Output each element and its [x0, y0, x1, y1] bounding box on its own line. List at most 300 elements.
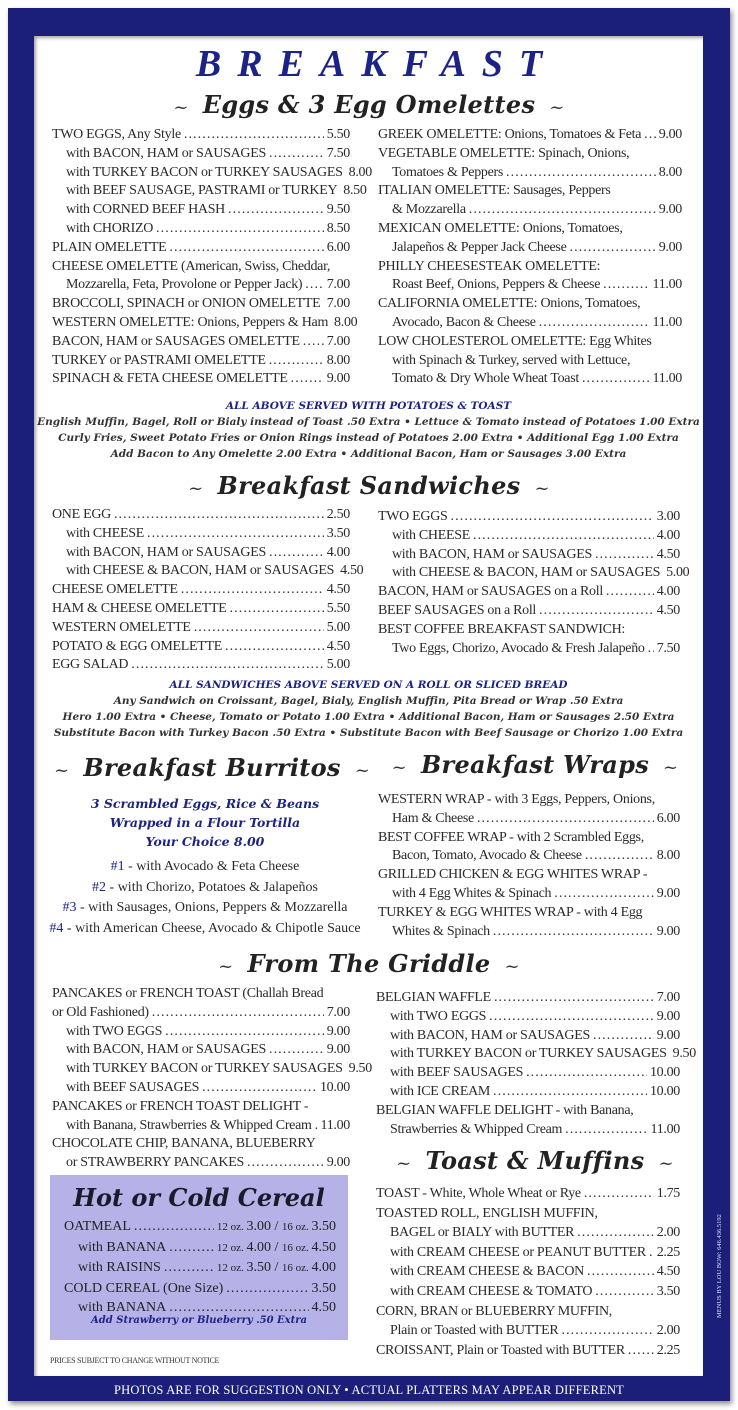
item-name: COLD CEREAL (One Size) [64, 1280, 224, 1296]
item-name: with BEEF SAUSAGES [66, 1079, 200, 1095]
item-name: POTATO & EGG OMELETTE [52, 638, 223, 654]
item-name: with CHORIZO [66, 220, 154, 236]
menu-item [52, 1023, 350, 1042]
section-heading-sandwiches: ~ Breakfast Sandwiches ~ [188, 471, 550, 500]
item-price: 8.50 [326, 220, 350, 236]
dot-leader [644, 126, 656, 145]
item-name: with CHEESE & BACON, HAM or SAUSAGES [66, 563, 335, 579]
dot-leader [181, 581, 324, 600]
item-name: Strawberries & Whipped Cream [390, 1121, 563, 1137]
menu-item [378, 621, 680, 640]
item-price: 9.00 [326, 1155, 350, 1171]
item-price: 8.00 [656, 848, 680, 864]
menu-item [378, 258, 682, 277]
item-price: 9.00 [326, 371, 350, 387]
item-name: TOAST - White, Whole Wheat or Rye [376, 1186, 581, 1201]
dot-leader [269, 352, 324, 371]
dot-leader [649, 1243, 654, 1263]
notes-line: English Muffin, Bagel, Roll or Bialy instead of Toast .50 Extra • Lettuce & Tomato instead of Potatoes 1.00 Extra [37, 416, 700, 428]
item-name: Bacon, Tomato, Avocado & Cheese [392, 848, 582, 864]
dot-leader [247, 1154, 324, 1173]
item-price: 3.50 [656, 1283, 680, 1299]
item-name: with CHEESE & BACON, HAM or SAUSAGES [392, 565, 661, 581]
dot-leader [585, 847, 654, 866]
dot-leader [114, 506, 324, 525]
item-name: with TURKEY BACON or TURKEY SAUSAGES [66, 164, 343, 180]
fine-print: PRICES SUBJECT TO CHANGE WITHOUT NOTICE [50, 1356, 220, 1365]
price-small: 4.00 / [246, 1239, 282, 1255]
item-price: 2.00 [656, 1225, 680, 1241]
menu-item [378, 182, 682, 201]
eggs-left-list [52, 126, 372, 389]
item-name: with CREAM CHEESE & BACON [390, 1264, 584, 1280]
menu-item [378, 923, 680, 942]
dot-leader [489, 1008, 654, 1027]
tilde-ornament: ~ [658, 1153, 674, 1174]
item-price [217, 1258, 336, 1279]
item-price: 4.00 [326, 544, 350, 560]
item-name: Mozzarella, Feta, Provolone or Pepper Jack) [66, 277, 303, 293]
menu-item [378, 866, 680, 885]
menu-item [376, 1204, 680, 1224]
item-name: BELGIAN WAFFLE DELIGHT - with Banana, [376, 1102, 634, 1118]
dot-leader [225, 638, 324, 657]
item-price: 3.50 [326, 525, 350, 541]
menu-item [376, 1008, 680, 1027]
item-name: & Mozzarella [392, 202, 466, 218]
dot-leader [291, 370, 324, 389]
item-price: 9.00 [326, 1042, 350, 1058]
menu-item [378, 602, 680, 621]
dot-leader [194, 619, 324, 638]
item-name: with BEEF SAUSAGES [390, 1065, 524, 1081]
price-small: 3.50 / [246, 1260, 282, 1275]
item-price: 3.00 [656, 509, 680, 524]
item-price: 8.00 [326, 352, 350, 368]
notes-heading: ALL ABOVE SERVED WITH POTATOES & TOAST [225, 400, 512, 412]
cereal-note: Add Strawberry or Blueberry .50 Extra [91, 1315, 307, 1326]
item-price: 11.00 [320, 1117, 350, 1133]
item-name: BEST COFFEE WRAP - with 2 Scrambled Eggs, [378, 829, 644, 845]
menu-item [378, 126, 682, 145]
dot-leader [606, 583, 654, 602]
menu-item [52, 314, 358, 333]
eggs-notes [34, 398, 703, 462]
item-price: 11.00 [652, 371, 682, 387]
item-price: 6.00 [326, 239, 350, 255]
dot-leader [582, 370, 650, 389]
item-name: CHEESE OMELETTE [52, 582, 178, 598]
burrito-options [40, 857, 370, 939]
item-name: with Banana, Strawberries & Whipped Cream [66, 1117, 312, 1133]
item-price: 5.50 [326, 600, 350, 616]
item-name: with CHEESE [66, 525, 144, 541]
menu-item [378, 791, 680, 810]
item-name: CORN, BRAN or BLUEBERRY MUFFIN, [376, 1303, 612, 1319]
item-price: 11.00 [650, 1121, 680, 1137]
dot-leader [494, 989, 654, 1008]
item-name: with TURKEY BACON or TURKEY SAUSAGES [390, 1046, 667, 1062]
item-name: PANCAKES or FRENCH TOAST DELIGHT - [52, 1098, 309, 1114]
item-price: 8.00 [334, 314, 358, 330]
item-name: MEXICAN OMELETTE: Onions, Tomatoes, [378, 220, 623, 236]
price-large: 4.50 [311, 1239, 336, 1255]
designer-credit: MENUS BY LOU BOW: 646.436.5192 [716, 1214, 723, 1318]
menu-title: BREAKFAST [195, 43, 559, 85]
section-heading-burritos: ~ Breakfast Burritos ~ [54, 753, 371, 782]
item-name: or STRAWBERRY PANCAKES [66, 1155, 244, 1171]
item-price: 10.00 [319, 1079, 350, 1095]
item-price: 9.00 [658, 127, 682, 142]
dot-leader [469, 201, 656, 220]
item-name: CALIFORNIA OMELETTE: Onions, Tomatoes, [378, 296, 641, 312]
sandwiches-notes [34, 677, 703, 741]
menu-item [376, 1282, 680, 1302]
menu-item [378, 546, 680, 565]
item-price: 7.00 [326, 1004, 350, 1020]
item-price: 4.50 [311, 1300, 336, 1315]
menu-item [52, 506, 350, 525]
item-price: 7.00 [326, 296, 350, 312]
item-price: 4.50 [326, 638, 350, 654]
item-name: with CREAM CHEESE or PEANUT BUTTER [390, 1244, 646, 1260]
item-price: 9.50 [348, 1061, 372, 1077]
item-price: 7.00 [326, 277, 350, 293]
item-name: CHEESE OMELETTE (American, Swiss, Cheddar, [52, 258, 331, 274]
item-name: CROISSANT, Plain or Toasted with BUTTER [376, 1342, 625, 1358]
dot-leader [603, 276, 649, 295]
price-large: 4.00 [311, 1260, 336, 1275]
notes-line: Substitute Bacon with Turkey Bacon .50 Extra • Substitute Bacon with Beef Sausage or Chorizo 1.00 Extra [53, 727, 684, 739]
item-name: with Spinach & Turkey, served with Lettuce, [392, 352, 631, 368]
item-name: PHILLY CHEESESTEAK OMELETTE: [378, 258, 601, 274]
menu-item [378, 239, 682, 258]
menu-item [52, 182, 367, 201]
griddle-left-list [52, 985, 372, 1173]
menu-item [52, 352, 350, 371]
dot-leader [184, 126, 324, 145]
burrito-text: - with Avocado & Feta Cheese [124, 859, 300, 874]
dot-leader [593, 1027, 654, 1046]
tilde-ornament: ~ [391, 757, 407, 778]
item-price: 4.50 [656, 1264, 680, 1280]
item-price: 9.00 [658, 202, 682, 218]
item-name: Tomato & Dry Whole Wheat Toast [392, 371, 579, 387]
item-price: 4.50 [340, 563, 364, 579]
dot-leader [147, 525, 324, 544]
item-price: 1.75 [656, 1186, 680, 1201]
menu-item [52, 985, 350, 1004]
dot-leader [506, 164, 656, 183]
menu-item [378, 352, 682, 371]
notes-line: Any Sandwich on Croissant, Bagel, Bialy, English Muffin, Pita Bread or Wrap .50 Extra [113, 695, 624, 707]
dot-leader [202, 1079, 317, 1098]
item-name: with TWO EGGS [390, 1008, 487, 1024]
notes-heading: ALL SANDWICHES ABOVE SERVED ON A ROLL OR SLICED BREAD [169, 679, 568, 691]
item-name: GRILLED CHICKEN & EGG WHITES WRAP - [378, 867, 648, 883]
menu-item [52, 656, 350, 675]
item-price: 9.00 [656, 1008, 680, 1024]
item-name: with BANANA [78, 1300, 167, 1315]
eggs-right-list [378, 126, 682, 389]
menu-item [52, 1154, 350, 1173]
menu-item [376, 1341, 680, 1361]
item-name: WESTERN OMELETTE [52, 619, 191, 635]
item-price: 8.00 [658, 164, 682, 180]
item-name: with BACON, HAM or SAUSAGES [390, 1027, 590, 1043]
item-name: with BACON, HAM or SAUSAGES [66, 145, 266, 161]
menu-item [378, 508, 680, 527]
burrito-option [40, 919, 370, 940]
menu-item [376, 1302, 680, 1322]
menu-item [52, 333, 350, 352]
menu-item [52, 1079, 350, 1098]
tilde-ornament: ~ [54, 760, 70, 781]
menu-item [378, 164, 682, 183]
dot-leader [305, 276, 323, 295]
wraps-list [378, 791, 680, 941]
menu-item [378, 885, 680, 904]
item-price: 4.00 [656, 527, 680, 543]
burrito-number: #2 [92, 879, 107, 895]
item-price: 9.50 [326, 202, 350, 218]
tilde-ornament: ~ [218, 956, 234, 977]
menu-item [376, 1223, 680, 1243]
menu-item [378, 295, 682, 314]
item-price: 2.25 [656, 1244, 680, 1260]
menu-item [52, 1117, 350, 1136]
item-price: 5.50 [326, 127, 350, 142]
item-price: 5.00 [326, 619, 350, 635]
tilde-ornament: ~ [173, 97, 189, 118]
dot-leader [477, 810, 654, 829]
dot-leader [584, 1184, 654, 1204]
item-name: CHOCOLATE CHIP, BANANA, BLUEBERRY [52, 1136, 316, 1152]
menu-item [52, 1004, 350, 1023]
menu-item [378, 333, 682, 352]
item-price: 9.00 [656, 885, 680, 901]
menu-item [52, 145, 350, 164]
item-name: BROCCOLI, SPINACH or ONION OMELETTE [52, 296, 321, 312]
notes-line: Add Bacon to Any Omelette 2.00 Extra • Additional Bacon, Ham or Sausages 3.00 Extra [110, 448, 627, 460]
sandwiches-right-list [378, 508, 690, 658]
item-price: 5.00 [666, 565, 690, 581]
menu-item [376, 1102, 680, 1121]
item-name: PLAIN OMELETTE [52, 239, 167, 255]
dot-leader [134, 1217, 214, 1238]
burrito-text: - with Sausages, Onions, Peppers & Mozzarella [76, 900, 348, 916]
dot-leader [303, 333, 324, 352]
item-price: 7.50 [656, 640, 680, 656]
item-name: Two Eggs, Chorizo, Avocado & Fresh Jalapeño [392, 640, 645, 656]
menu-item [52, 1060, 372, 1079]
item-price: 3.50 [311, 1280, 336, 1296]
menu-item [376, 1083, 680, 1102]
item-name: TWO EGGS [378, 509, 448, 524]
menu-item [52, 201, 350, 220]
menu-item [378, 564, 690, 583]
item-price: 4.50 [656, 602, 680, 618]
item-name: BEEF SAUSAGES on a Roll [378, 602, 537, 618]
dot-leader [493, 923, 654, 942]
item-name: BACON, HAM or SAUSAGES OMELETTE [52, 333, 300, 349]
tilde-ornament: ~ [663, 757, 679, 778]
item-name: with CORNED BEEF HASH [66, 202, 225, 218]
menu-item [52, 1135, 350, 1154]
item-name: TOASTED ROLL, ENGLISH MUFFIN, [376, 1205, 598, 1221]
item-name: Avocado, Bacon & Cheese [392, 314, 536, 330]
item-price: 8.00 [348, 164, 372, 180]
item-name: with TWO EGGS [66, 1023, 163, 1039]
dot-leader [473, 527, 654, 546]
item-name: WESTERN OMELETTE: Onions, Peppers & Ham [52, 314, 329, 330]
item-price: 8.50 [343, 183, 367, 199]
dot-leader [648, 640, 654, 659]
item-name: OATMEAL [64, 1219, 131, 1234]
notes-line: Curly Fries, Sweet Potato Fries or Onion Rings instead of Potatoes 2.00 Extra • Additional Egg 1.00 Extra [58, 432, 679, 444]
menu-item [52, 638, 350, 657]
burrito-option [40, 878, 370, 899]
dot-leader [131, 656, 323, 675]
menu-item [376, 989, 680, 1008]
burrito-description: 3 Scrambled Eggs, Rice & Beans Wrapped in a Flour Tortilla Your Choice 8.00 [90, 796, 320, 849]
item-price: 11.00 [652, 277, 682, 293]
item-name: with TURKEY BACON or TURKEY SAUSAGES [66, 1061, 343, 1077]
dot-leader [230, 600, 324, 619]
menu-item [376, 1321, 680, 1341]
menu-item [52, 239, 350, 258]
section-heading-cereal: Hot or Cold Cereal [73, 1183, 325, 1212]
item-name: BEST COFFEE BREAKFAST SANDWICH: [378, 621, 626, 637]
price-small: 3.00 / [246, 1219, 282, 1234]
item-price [217, 1238, 336, 1259]
dot-leader [595, 546, 654, 565]
menu-item [52, 600, 350, 619]
size-label: 12 oz. [216, 1221, 247, 1233]
item-price: 6.00 [656, 810, 680, 826]
menu-item [52, 370, 350, 389]
item-name: Jalapeños & Pepper Jack Cheese [392, 239, 567, 255]
dot-leader [561, 1321, 653, 1341]
item-name: with BACON, HAM or SAUSAGES [66, 544, 266, 560]
menu-item [52, 220, 350, 239]
item-price: 10.00 [649, 1065, 680, 1081]
menu-item [52, 258, 350, 277]
tilde-ornament: ~ [549, 97, 565, 118]
burrito-number: #3 [62, 900, 77, 916]
item-price: 9.00 [658, 239, 682, 255]
menu-item [378, 583, 680, 602]
section-heading-eggs: ~ Eggs & 3 Egg Omelettes ~ [173, 90, 565, 119]
menu-item [52, 1098, 350, 1117]
item-name: BELGIAN WAFFLE [376, 990, 491, 1005]
item-price: 9.50 [672, 1046, 696, 1062]
dot-leader [554, 885, 653, 904]
dot-leader [269, 145, 324, 164]
dot-leader [587, 1262, 654, 1282]
menu-item [376, 1121, 680, 1140]
item-name: or Old Fashioned) [52, 1004, 149, 1020]
section-heading-wraps: ~ Breakfast Wraps ~ [391, 750, 679, 779]
menu-item [376, 1045, 696, 1064]
item-name: Ham & Cheese [392, 810, 474, 826]
item-name: TURKEY or PASTRAMI OMELETTE [52, 352, 266, 368]
menu-item [52, 276, 350, 295]
menu-item [52, 126, 350, 145]
menu-item [376, 1243, 680, 1263]
menu-item [64, 1279, 336, 1299]
item-name: GREEK OMELETTE: Onions, Tomatoes & Feta [378, 127, 642, 142]
dot-leader [595, 1282, 653, 1302]
item-price: 4.50 [326, 582, 350, 598]
menu-item [376, 1027, 680, 1046]
item-price: 7.00 [656, 990, 680, 1005]
item-name: BAGEL or BIALY with BUTTER [390, 1225, 575, 1241]
tilde-ornament: ~ [354, 760, 371, 781]
dot-leader [226, 1279, 308, 1299]
burrito-number: #4 [49, 920, 64, 936]
size-label: 12 oz. [216, 1262, 247, 1274]
tilde-ornament: ~ [504, 956, 520, 977]
section-heading-griddle: ~ From The Griddle ~ [218, 949, 520, 978]
dot-leader [570, 239, 656, 258]
menu-item [52, 525, 350, 544]
item-price: 7.00 [326, 333, 350, 349]
item-name: SPINACH & FETA CHEESE OMELETTE [52, 371, 288, 387]
cereal-box [50, 1175, 348, 1340]
griddle-right-list [376, 989, 696, 1139]
item-price: 4.50 [656, 546, 680, 562]
item-name: with BANANA [78, 1239, 167, 1255]
dot-leader [577, 1223, 653, 1243]
menu-item [376, 1184, 680, 1204]
menu-item [378, 640, 680, 659]
item-price: 2.25 [656, 1342, 680, 1358]
menu-item [378, 904, 680, 923]
menu-item [378, 527, 680, 546]
dot-leader [165, 1023, 324, 1042]
dot-leader [493, 1083, 647, 1102]
item-price: 2.00 [656, 1323, 680, 1339]
menu-item [378, 220, 682, 239]
menu-item [378, 847, 680, 866]
dot-leader [539, 602, 654, 621]
item-name: BACON, HAM or SAUSAGES on a Roll [378, 584, 603, 600]
dot-leader [628, 1341, 654, 1361]
menu-item [376, 1262, 680, 1282]
burrito-option [40, 898, 370, 919]
menu-item [378, 810, 680, 829]
item-name: with CREAM CHEESE & TOMATO [390, 1283, 593, 1299]
dot-leader [169, 239, 323, 258]
item-price: 2.50 [326, 507, 350, 522]
price-large: 3.50 [311, 1219, 336, 1234]
burrito-text: - with American Cheese, Avocado & Chipotle Sauce [63, 920, 361, 936]
menu-item [378, 276, 682, 295]
dot-leader [269, 1041, 324, 1060]
item-price: 5.00 [326, 657, 350, 673]
item-name: VEGETABLE OMELETTE: Spinach, Onions, [378, 145, 630, 161]
item-name: WESTERN WRAP - with 3 Eggs, Peppers, Onions, [378, 792, 655, 807]
item-name: with BEEF SAUSAGE, PASTRAMI or TURKEY [66, 183, 338, 199]
menu-item [64, 1217, 336, 1238]
dot-leader [269, 544, 324, 563]
burrito-option [40, 857, 370, 878]
item-name: ONE EGG [52, 507, 111, 522]
item-price: 9.00 [656, 923, 680, 939]
item-name: TURKEY & EGG WHITES WRAP - with 4 Egg [378, 904, 643, 920]
dot-leader [152, 1004, 324, 1023]
